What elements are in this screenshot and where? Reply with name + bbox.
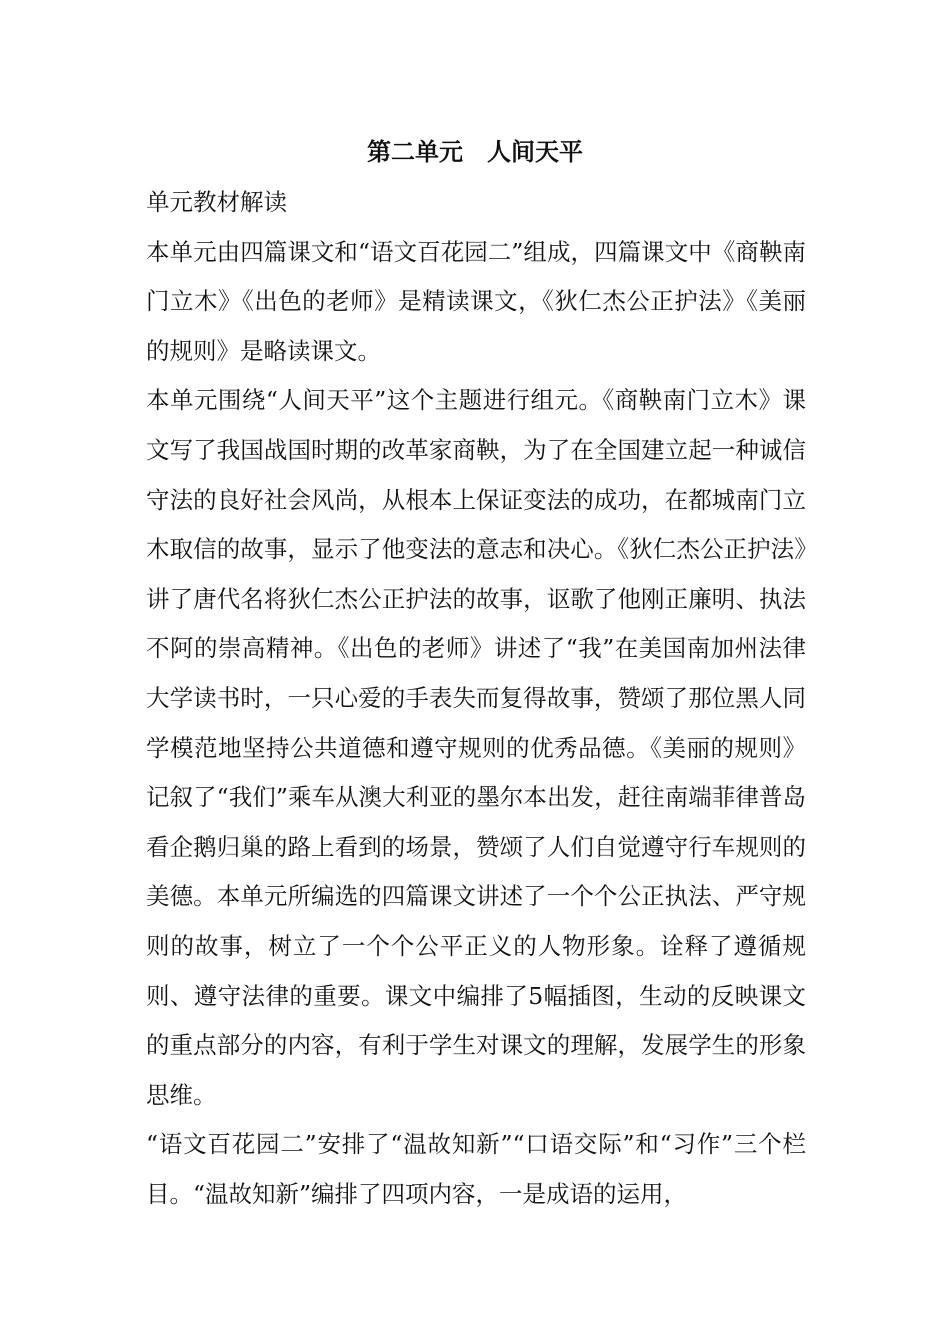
section-heading: 单元教材解读 xyxy=(146,188,287,216)
paragraph-theme: 本单元围绕“人间天平”这个主题进行组元。《商鞅南门立木》课文写了我国战国时期的改革家商鞅，为了在全国建立起一种诚信守法的良好社会风尚，从根本上保证变法的成功，在都城南门立木取信的故事，显示了他变法的意志和决心。《狄仁杰公正护法》讲了唐代名将狄仁杰公正护法的故事，讴歌了他刚正廉明、执法不阿的崇高精神。《出色的老师》讲述了“我”在美国南加州法律大学读书时，一只心爱的手表失而复得故事，赞颂了那位黑人同学模范地坚持公共道德和遵守规则的优秀品德。《美丽的规则》记叙了“我们”乘车从澳大利亚的墨尔本出发，赶往南端菲律普岛看企鹅归巢的路上看到的场景，赞颂了人们自觉遵守行车规则的美德。本单元所编选的四篇课文讲述了一个个公正执法、严守规则的故事，树立了一个个公平正义的人物形象。诠释了遵循规则、遵守法律的重要。课文中编排了5幅插图，生动的反映课文的重点部分的内容，有利于学生对课文的理解，发展学生的形象思维。 xyxy=(146,386,806,1109)
document-body xyxy=(146,178,806,1219)
paragraph-intro: 本单元由四篇课文和“语文百花园二”组成，四篇课文中《商鞅南门立木》《出色的老师》是精读课文，《狄仁杰公正护法》《美丽的规则》是略读课文。 xyxy=(146,237,806,365)
paragraph-garden: “语文百花园二”安排了“温故知新”“口语交际”和“习作”三个栏目。“温故知新”编排了四项内容，一是成语的运用， xyxy=(146,1130,806,1208)
page-title: 第二单元 人间天平 xyxy=(367,138,583,166)
